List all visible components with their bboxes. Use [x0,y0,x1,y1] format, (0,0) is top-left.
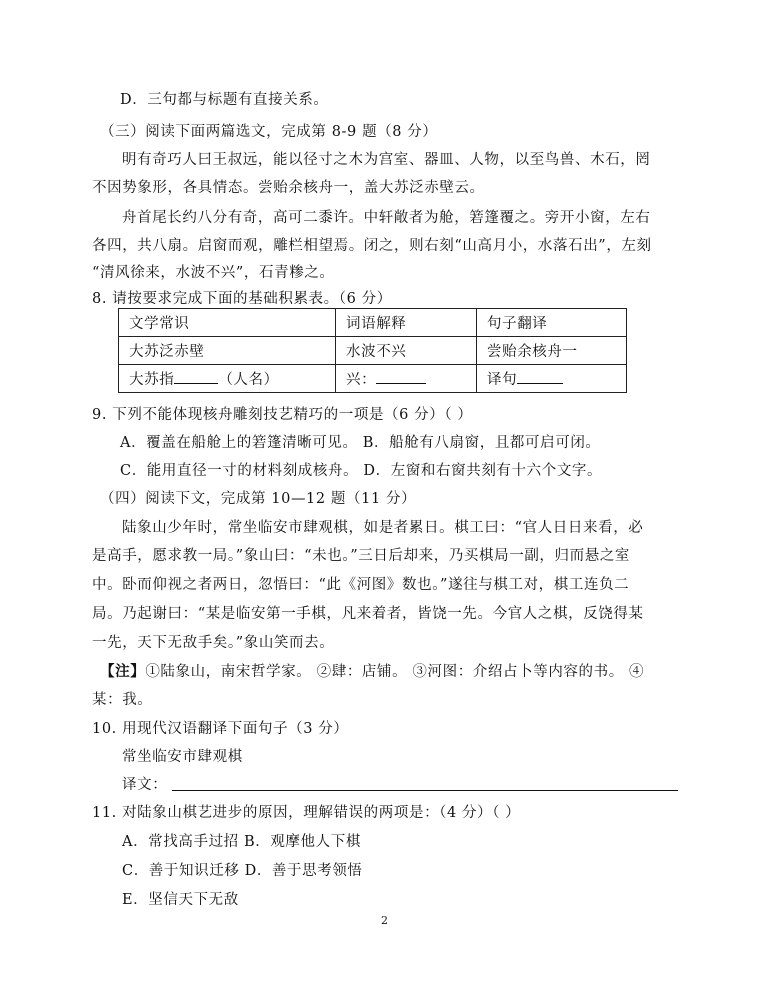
note-text: ①陆象山，南宋哲学家。 ②肆：店铺。 ③河图：介绍占卜等内容的书。 ④ [145,664,645,680]
table-cell: 大苏泛赤壁 [119,337,336,365]
question-11-options: A．常找高手过招 B．观摩他人下棋 [122,834,361,850]
section-four-heading: （四）阅读下文，完成第 10—12 题（11 分） [100,491,417,507]
passage-text-line: “清风徐来，水波不兴”，石青糁之。 [92,265,335,281]
table-header-cell: 词语解释 [336,309,477,337]
answer-blank[interactable] [174,371,218,384]
table-cell [336,365,477,393]
table-header-cell: 句子翻译 [477,309,627,337]
passage-text-line: 陆象山少年时，常坐临安市肆观棋，如是者累日。棋工曰：“官人日日来看，必 [122,520,644,536]
passage-text-line: 明有奇巧人曰王叔远，能以径寸之木为宫室、器皿、人物，以至鸟兽、木石，罔 [122,152,651,168]
table-cell: 水波不兴 [336,337,477,365]
question-11-options: C．善于知识迁移 D．善于思考领悟 [122,863,363,879]
passage-text-line: 各四，共八扇。启窗而观，雕栏相望焉。闭之，则右刻“山高月小，水落石出”，左刻 [92,238,652,254]
note-label: 【注】 [100,663,146,680]
passage-text-line: 不因势象形，各具情态。尝贻余核舟一，盖大苏泛赤壁云。 [92,180,485,196]
cell-text: 译句 [487,372,518,388]
table-cell [119,365,336,393]
translation-answer-line[interactable] [172,790,678,791]
question-8-prompt: 8. 请按要求完成下面的基础积累表。（6 分） [92,291,392,307]
passage-text-line: 中。卧而仰视之者两日，忽悟曰：“此《河图》数也。”遂往与棋工对，棋工连负二 [92,577,630,593]
question-11-options: E．坚信天下无敌 [122,892,239,908]
page-number: 2 [381,914,388,927]
table-header-cell: 文学常识 [119,309,336,337]
note-line [100,662,644,682]
cell-text: 大苏指 [129,372,175,388]
table-cell [477,365,627,393]
question-9-prompt: 9. 下列不能体现核舟雕刻技艺精巧的一项是（6 分）（ ） [92,407,473,423]
passage-text-line: 是高手，愿求教一局。”象山曰：“未也。”三日后却来，乃买棋局一副，归而悬之室 [92,548,631,564]
section-three-heading: （三）阅读下面两篇选文，完成第 8-9 题（8 分） [100,124,438,140]
answer-blank[interactable] [517,371,563,384]
translation-label: 译文： [122,777,168,793]
cell-text: 兴： [346,372,377,388]
question-9-options: A．覆盖在船舱上的箬篷清晰可见。 B．船舱有八扇窗，且都可启可闭。 [120,435,601,451]
passage-text-line: 局。乃起谢曰：“某是临安第一手棋，凡来着者，皆饶一先。今官人之棋，反饶得某 [92,606,644,622]
cell-text: （人名） [218,372,279,388]
knowledge-table [118,308,627,393]
passage-text-line: 一先，天下无敌手矣。”象山笑而去。 [92,635,335,651]
question-9-options: C．能用直径一寸的材料刻成核舟。 D．左窗和右窗共刻有十六个文字。 [120,463,603,479]
note-line: 某：我。 [92,692,153,708]
question-10-prompt: 10. 用现代汉语翻译下面句子（3 分） [92,721,349,737]
table-cell: 尝贻余核舟一 [477,337,627,365]
answer-blank[interactable] [376,371,426,384]
sentence-to-translate: 常坐临安市肆观棋 [122,749,243,765]
option-d-line: D．三句都与标题有直接关系。 [120,92,329,108]
question-11-prompt: 11. 对陆象山棋艺进步的原因，理解错误的两项是：（4 分）（ ） [92,805,521,821]
passage-text-line: 舟首尾长约八分有奇，高可二黍许。中轩敞者为舱，箬篷覆之。旁开小窗，左右 [122,210,651,226]
